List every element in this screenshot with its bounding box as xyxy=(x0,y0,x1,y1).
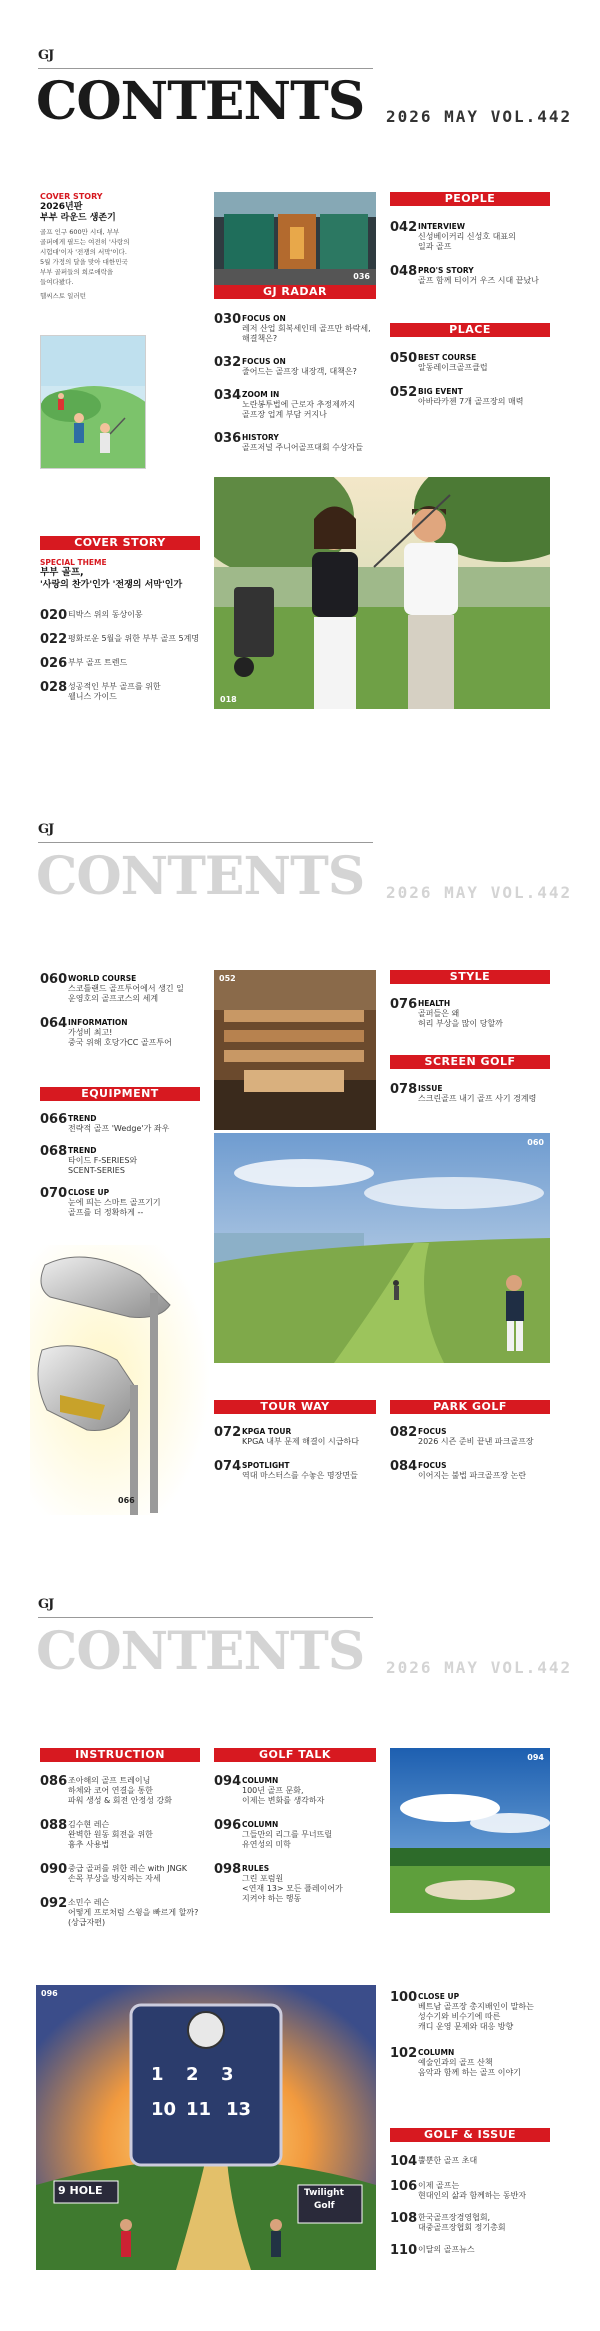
toc-entry[interactable] xyxy=(40,1818,210,1850)
entry-category: TREND xyxy=(68,1146,97,1155)
entry-title: 2026 시즌 준비 끝낸 파크골프장 xyxy=(418,1437,534,1446)
entry-title: 중급 골퍼를 위한 레슨 with JNGK xyxy=(68,1864,188,1873)
page-title: CONTENTS xyxy=(36,71,365,132)
page-number: 020 xyxy=(40,608,68,623)
page-number: 082 xyxy=(390,1425,418,1440)
golf-issue-bar: GOLF & ISSUE xyxy=(390,2128,550,2142)
toc-entry[interactable] xyxy=(40,680,205,702)
entry-category: HEALTH xyxy=(418,999,451,1008)
page-number: 036 xyxy=(214,431,242,446)
page-title-3: CONTENTS xyxy=(36,1621,365,1682)
entry-category: ISSUE xyxy=(418,1084,443,1093)
toc-entry[interactable] xyxy=(40,632,205,647)
entry-category: INFORMATION xyxy=(68,1018,128,1027)
cover-body xyxy=(40,227,155,287)
toc-entry[interactable] xyxy=(390,2154,555,2169)
cover-body-line: 골프 인구 600만 시대, 부부 xyxy=(40,228,120,236)
toc-entry[interactable] xyxy=(390,2211,555,2233)
header-rule-3 xyxy=(38,1617,373,1618)
equipment-list xyxy=(40,1112,205,1228)
svg-text:3: 3 xyxy=(221,2064,234,2085)
special-theme xyxy=(40,558,205,591)
entry-category: COLUMN xyxy=(418,2048,455,2057)
hole-sign: 9 HOLE xyxy=(58,2184,103,2197)
entry-title: 조아해의 골프 트레이닝 xyxy=(68,1776,151,1785)
entry-title: 운영호의 골프코스의 세계 xyxy=(68,994,159,1003)
entry-title: 골프저널 주니어골프대회 수상자들 xyxy=(242,443,364,452)
entry-title: SCENT-SERIES xyxy=(68,1166,125,1175)
toc-entry[interactable] xyxy=(214,1862,379,1904)
wedges-photo-num: 066 xyxy=(118,1496,135,1505)
toc-entry[interactable] xyxy=(214,388,376,420)
page-number: 086 xyxy=(40,1774,68,1789)
page-number: 096 xyxy=(214,1818,242,1833)
entry-category: HISTORY xyxy=(242,433,279,442)
toc-entry[interactable] xyxy=(40,1186,205,1218)
toc-entry[interactable] xyxy=(214,312,376,344)
people-list xyxy=(390,220,550,298)
entry-title: 스크린골프 내기 골프 사기 경계령 xyxy=(418,1094,537,1103)
cover-story-list xyxy=(40,608,205,711)
special-theme-title-1: 부부 골프, xyxy=(40,567,84,578)
entry-title: (상급자편) xyxy=(68,1918,106,1927)
issue-info-2: 2026 MAY VOL.442 xyxy=(386,883,573,902)
page-number: 050 xyxy=(390,351,418,366)
entry-title: 이달의 골프뉴스 xyxy=(418,2245,475,2254)
page-number: 022 xyxy=(40,632,68,647)
entry-category: TREND xyxy=(68,1114,97,1123)
page-number: 042 xyxy=(390,220,418,235)
twilight-illustration xyxy=(36,1985,376,2270)
toc-entry[interactable] xyxy=(40,1862,210,1884)
entry-category: ZOOM IN xyxy=(242,390,280,399)
cover-story-block xyxy=(40,192,155,300)
page-number: 094 xyxy=(214,1774,242,1789)
entry-title: 그린 포럼원 xyxy=(242,1874,284,1883)
twilight-sign-1: Twilight xyxy=(304,2188,344,2198)
entry-title: 베트남 골프장 총지배인이 말하는 xyxy=(418,2002,534,2011)
page-number: 034 xyxy=(214,388,242,403)
toc-entry[interactable] xyxy=(40,608,205,623)
park-golf-bar: PARK GOLF xyxy=(390,1400,550,1414)
entry-title: 골프 함께 티이거 우즈 시대 끝났나 xyxy=(418,276,539,285)
cover-body-line: 5월 가정의 달을 맞아 대한민국 xyxy=(40,258,128,266)
brand-logo-3: GJ xyxy=(38,1597,54,1612)
page-number: 100 xyxy=(390,1990,418,2005)
entry-title: 그들만의 리그를 무너뜨릴 xyxy=(242,1830,333,1839)
entry-title: 평화로운 5월을 위한 부부 골프 5계명 xyxy=(68,634,200,643)
entry-title: 파워 생성 & 회전 안정성 강화 xyxy=(68,1796,172,1805)
gj-radar-bar: GJ RADAR xyxy=(214,285,376,299)
toc-entry[interactable] xyxy=(214,355,376,377)
entry-title: 가성비 최고! xyxy=(68,1028,113,1037)
toc-entry[interactable] xyxy=(390,351,550,373)
entry-title: 노란봉투법에 근로자 추정제까지 xyxy=(242,400,356,409)
world-list xyxy=(40,972,205,1060)
page-number: 030 xyxy=(214,312,242,327)
page-number: 052 xyxy=(390,385,418,400)
page-number: 070 xyxy=(40,1186,68,1201)
svg-text:13: 13 xyxy=(226,2099,252,2120)
svg-text:10: 10 xyxy=(151,2099,177,2120)
issue-info: 2026 MAY VOL.442 xyxy=(386,107,573,126)
page-number: 104 xyxy=(390,2154,418,2169)
page-number: 084 xyxy=(390,1459,418,1474)
toc-entry[interactable] xyxy=(214,1459,379,1481)
page-number: 074 xyxy=(214,1459,242,1474)
entry-title: 성수기와 비수기에 따른 xyxy=(418,2012,501,2021)
entry-title: 해결책은? xyxy=(242,334,278,343)
toc-entry[interactable] xyxy=(390,1082,550,1104)
toc-entry[interactable] xyxy=(214,431,376,453)
course-photo-num: 094 xyxy=(527,1753,544,1762)
entry-title: 스코틀랜드 골프투어에서 생긴 일 xyxy=(68,984,184,993)
page-number: 068 xyxy=(40,1144,68,1159)
entry-title: 레저 산업 회복세인데 골프만 하락세, xyxy=(242,324,371,333)
toc-entry[interactable] xyxy=(214,1818,379,1850)
brand-logo-2: GJ xyxy=(38,822,54,837)
issue-info-3: 2026 MAY VOL.442 xyxy=(386,1658,573,1677)
style-list xyxy=(390,997,550,1039)
entry-category: FOCUS xyxy=(418,1427,447,1436)
golf-talk-bar: GOLF TALK xyxy=(214,1748,376,1762)
entry-title: 일과 골프 xyxy=(418,242,452,251)
toc-entry[interactable] xyxy=(214,1425,379,1447)
couple-photo-num: 018 xyxy=(220,695,237,704)
entry-category: SPOTLIGHT xyxy=(242,1461,290,1470)
toc-entry[interactable] xyxy=(390,997,550,1029)
cover-credit: 헬씨스토 일러턴 xyxy=(40,292,87,300)
entry-title: 완벽한 원동 회전을 위한 xyxy=(68,1830,153,1839)
entry-title: 음악과 함께 하는 골프 이야기 xyxy=(418,2068,521,2077)
screen-golf-list xyxy=(390,1082,550,1114)
entry-title: 소민수 레슨 xyxy=(68,1898,110,1907)
special-theme-label: SPECIAL THEME xyxy=(40,558,107,567)
entry-category: BIG EVENT xyxy=(418,387,463,396)
entry-title: 눈에 띄는 스마트 골프기기 xyxy=(68,1198,161,1207)
page-number: 032 xyxy=(214,355,242,370)
radar-photo xyxy=(214,192,376,285)
park-golf-list xyxy=(390,1425,555,1493)
place-list xyxy=(390,351,550,419)
toc-entry[interactable] xyxy=(214,1774,379,1806)
page-number: 098 xyxy=(214,1862,242,1877)
entry-title: 하체와 코어 연결을 통한 xyxy=(68,1786,153,1795)
links-photo-num: 060 xyxy=(527,1138,544,1147)
entry-title: 예술인과의 골프 산책 xyxy=(418,2058,493,2067)
radar-photo-num: 036 xyxy=(353,272,370,281)
entry-category: CLOSE UP xyxy=(418,1992,460,2001)
entry-title: 이어지는 불법 파크골프장 논란 xyxy=(418,1471,527,1480)
entry-title: 신성베이커리 신성호 대표의 xyxy=(418,232,516,241)
entry-title: 뿔뿐한 골프 초대 xyxy=(418,2156,478,2165)
entry-title: 전략적 골프 'Wedge'가 좌우 xyxy=(68,1124,170,1133)
style-bar: STYLE xyxy=(390,970,550,984)
entry-title: 어떻게 프로처럼 스윙을 빠르게 할까? xyxy=(68,1908,199,1917)
toc-entry[interactable] xyxy=(390,1990,555,2032)
page-number: 090 xyxy=(40,1862,68,1877)
entry-category: CLOSE UP xyxy=(68,1188,110,1197)
page-number: 106 xyxy=(390,2179,418,2194)
header-rule xyxy=(38,68,373,69)
entry-category: INTERVIEW xyxy=(418,222,466,231)
entry-title: 한국골프장경영협회, xyxy=(418,2213,491,2222)
entry-category: BEST COURSE xyxy=(418,353,477,362)
entry-title: 흉추 사용법 xyxy=(68,1840,110,1849)
toc-entry[interactable] xyxy=(390,2179,555,2201)
toc-entry[interactable] xyxy=(390,1425,555,1447)
page-number: 108 xyxy=(390,2211,418,2226)
entry-title: 대중골프장협회 정기총회 xyxy=(418,2223,506,2232)
cover-body-line: 부부 골퍼들의 희로애락을 xyxy=(40,268,114,276)
cover-body-line: 골퍼에게 필드는 여전히 '사랑의 xyxy=(40,238,130,246)
toc-entry[interactable] xyxy=(390,2046,555,2078)
entry-category: RULES xyxy=(242,1864,270,1873)
entry-title: 이제는 변화를 생각하자 xyxy=(242,1796,325,1805)
entry-category: FOCUS xyxy=(418,1461,447,1470)
cover-story-bar: COVER STORY xyxy=(40,536,200,550)
page-number: 048 xyxy=(390,264,418,279)
toc-entry[interactable] xyxy=(390,264,550,286)
special-theme-title-2: '사랑의 찬가'인가 '전쟁의 서막'인가 xyxy=(40,580,183,590)
twilight-sign-2: Golf xyxy=(314,2201,335,2211)
entry-title: 웰니스 가이드 xyxy=(68,692,117,701)
instruction-list xyxy=(40,1774,210,1940)
toc-entry[interactable] xyxy=(40,1144,205,1176)
entry-title: 성공적인 부부 골프를 위한 xyxy=(68,682,161,691)
links-photo xyxy=(214,1133,550,1363)
entry-category: PRO'S STORY xyxy=(418,266,474,275)
entry-title: 중국 위해 호당가CC 골프투어 xyxy=(68,1038,172,1047)
page-number: 066 xyxy=(40,1112,68,1127)
entry-category: FOCUS ON xyxy=(242,357,286,366)
entry-title: 캐디 운영 문제와 대응 방향 xyxy=(418,2022,514,2031)
page-number: 092 xyxy=(40,1896,68,1911)
entry-category: FOCUS ON xyxy=(242,314,286,323)
entry-title: 역대 마스터스를 수놓은 명장면들 xyxy=(242,1471,358,1480)
entry-title: 지켜야 하는 행동 xyxy=(242,1894,302,1903)
entry-title: 아바라카젠 7개 골프장의 매력 xyxy=(418,397,524,406)
entry-title: 허리 부상을 많이 당할까 xyxy=(418,1019,503,1028)
toc-entry[interactable] xyxy=(40,656,205,671)
instruction-bar: INSTRUCTION xyxy=(40,1748,200,1762)
page-number: 072 xyxy=(214,1425,242,1440)
entry-title: 손목 부상을 방지하는 자세 xyxy=(68,1874,161,1883)
toc-entry[interactable] xyxy=(40,1016,205,1048)
entry-title: 알동레이크골프클럽 xyxy=(418,363,488,372)
cover-body-line: 들여다봤다. xyxy=(40,278,74,286)
entry-title: 김수현 레슨 xyxy=(68,1820,110,1829)
page-number: 064 xyxy=(40,1016,68,1031)
entry-title: <연재 13> 모든 플레이어가 xyxy=(242,1884,343,1893)
entry-title: 줄어드는 골프장 내장객, 대책은? xyxy=(242,367,357,376)
toc-entry[interactable] xyxy=(390,2243,555,2258)
place-bar: PLACE xyxy=(390,323,550,337)
toc-entry[interactable] xyxy=(40,1112,205,1134)
radar-list xyxy=(214,312,376,464)
svg-text:2: 2 xyxy=(186,2064,199,2085)
close-up-list xyxy=(390,1990,555,2092)
wedges-photo xyxy=(30,1245,210,1515)
entry-category: WORLD COURSE xyxy=(68,974,137,983)
page-number: 102 xyxy=(390,2046,418,2061)
tour-way-list xyxy=(214,1425,379,1493)
page-title-2: CONTENTS xyxy=(36,846,365,907)
page-number: 110 xyxy=(390,2243,418,2258)
cover-title-2: 부부 라운드 생존기 xyxy=(40,213,116,223)
course-photo xyxy=(390,1748,550,1913)
entry-title: 이제 골프는 xyxy=(418,2181,460,2190)
cover-title-1: 2026년판 xyxy=(40,202,83,212)
tour-way-bar: TOUR WAY xyxy=(214,1400,376,1414)
svg-text:1: 1 xyxy=(151,2064,164,2085)
toc-entry[interactable] xyxy=(40,1896,210,1928)
golf-issue-list xyxy=(390,2154,555,2268)
page-number: 028 xyxy=(40,680,68,695)
svg-text:11: 11 xyxy=(186,2099,212,2120)
couple-photo xyxy=(214,477,550,709)
entry-category: COLUMN xyxy=(242,1820,279,1829)
brand-logo: GJ xyxy=(38,48,54,63)
entry-category: COLUMN xyxy=(242,1776,279,1785)
golf-talk-list xyxy=(214,1774,379,1916)
toc-entry[interactable] xyxy=(390,220,550,252)
entry-title: 골프를 더 정확하게 -- xyxy=(68,1208,144,1217)
screen-golf-bar: SCREEN GOLF xyxy=(390,1055,550,1069)
page-number: 078 xyxy=(390,1082,418,1097)
entry-title: 골퍼들은 왜 xyxy=(418,1009,460,1018)
page-number: 088 xyxy=(40,1818,68,1833)
entry-title: 타이드 F-SERIES와 xyxy=(68,1156,138,1165)
toc-entry[interactable] xyxy=(390,385,550,407)
entry-title: 부부 골프 트렌드 xyxy=(68,658,128,667)
equipment-bar: EQUIPMENT xyxy=(40,1087,200,1101)
page-number: 026 xyxy=(40,656,68,671)
cover-label: COVER STORY xyxy=(40,192,103,201)
cover-thumbnail xyxy=(40,335,146,469)
shop-photo xyxy=(214,970,376,1130)
page-number: 060 xyxy=(40,972,68,987)
twilight-photo-num: 096 xyxy=(41,1989,58,1998)
entry-title: 티박스 위의 동상이몽 xyxy=(68,610,143,619)
entry-title: 유연성의 미학 xyxy=(242,1840,291,1849)
header-rule-2 xyxy=(38,842,373,843)
entry-title: 골프장 업계 부담 커지나 xyxy=(242,410,327,419)
toc-entry[interactable] xyxy=(40,1774,210,1806)
entry-category: KPGA TOUR xyxy=(242,1427,292,1436)
page-number: 076 xyxy=(390,997,418,1012)
entry-title: 현대인의 삶과 함께하는 동반자 xyxy=(418,2191,527,2200)
shop-photo-num: 052 xyxy=(219,974,236,983)
entry-title: KPGA 내부 문제 해결이 시급하다 xyxy=(242,1437,359,1446)
toc-entry[interactable] xyxy=(390,1459,555,1481)
toc-entry[interactable] xyxy=(40,972,205,1004)
cover-body-line: 시험대'이자 '전쟁의 서막'이다. xyxy=(40,248,127,256)
people-bar: PEOPLE xyxy=(390,192,550,206)
entry-title: 100년 골프 문화, xyxy=(242,1786,304,1795)
